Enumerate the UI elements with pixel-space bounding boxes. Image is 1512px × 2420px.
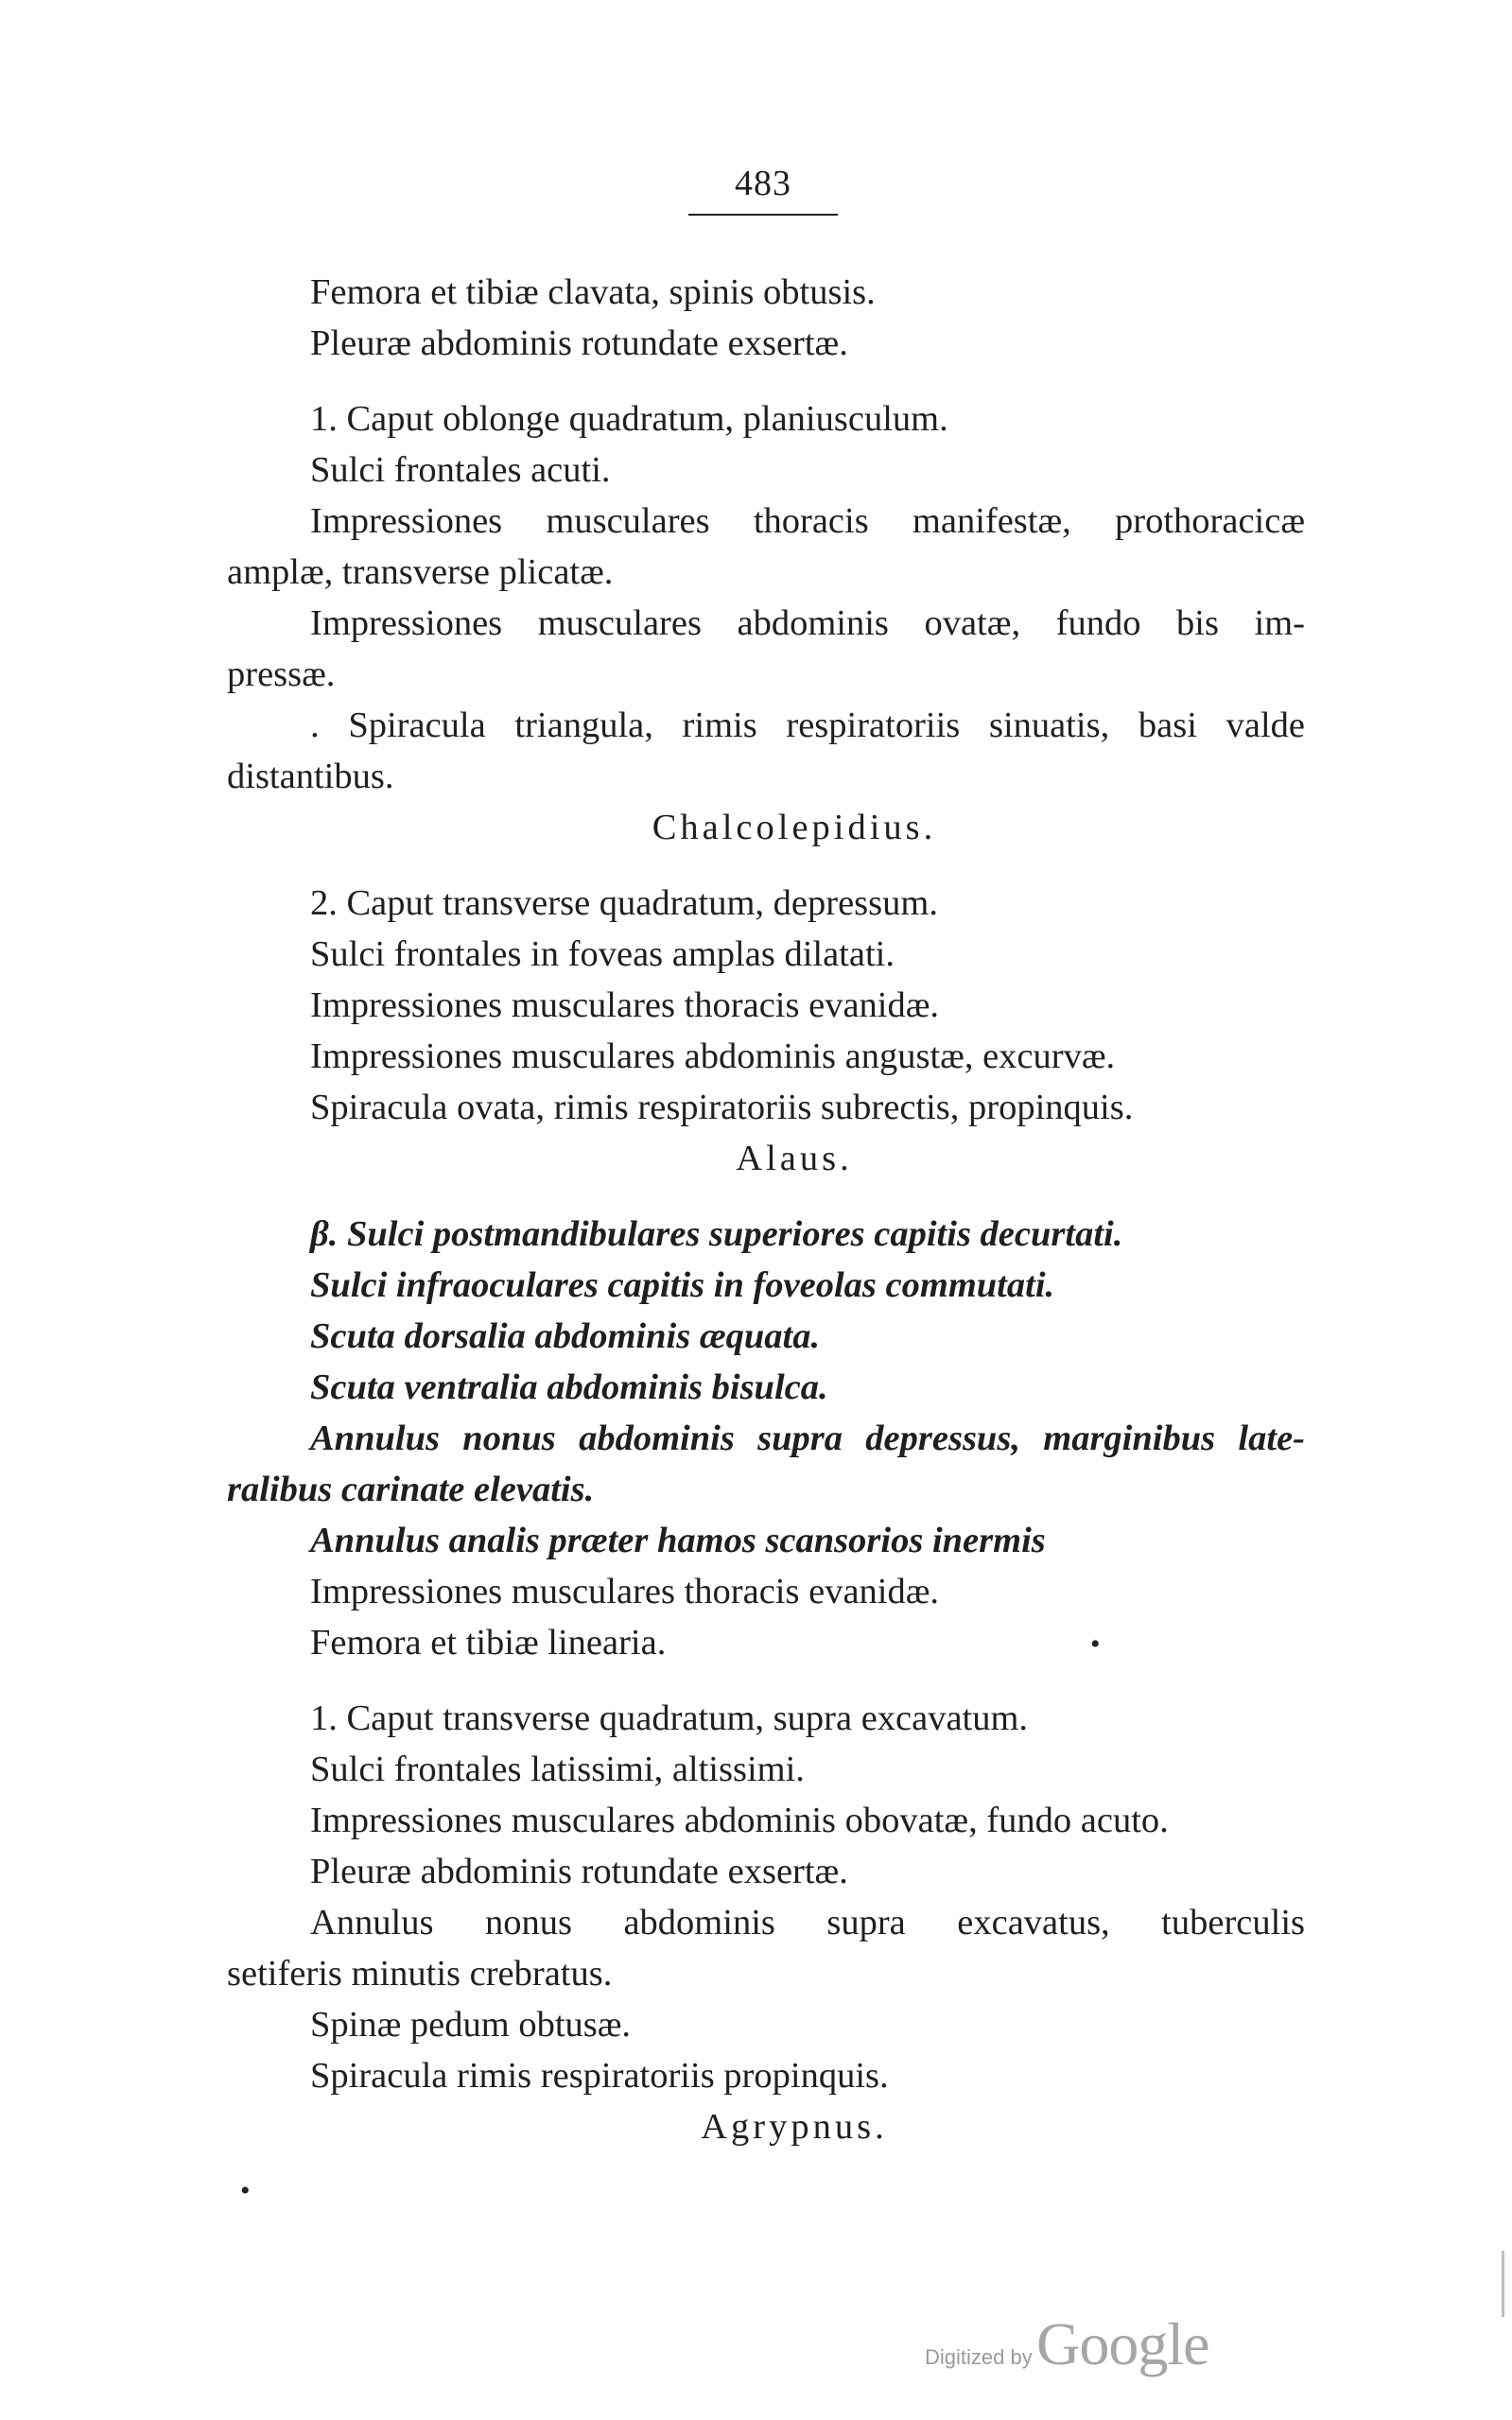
stray-dot-mark: • xyxy=(1090,1628,1101,1660)
text-line: Spiracula ovata, rimis respiratoriis subrectis, propinquis. xyxy=(310,1088,1134,1127)
text-line: setiferis minutis crebratus. xyxy=(227,1954,613,1993)
text-line: Impressiones musculares thoracis evanidæ. xyxy=(310,1572,940,1611)
text-line: Impressiones musculares abdominis ovatæ, fundo bis im- xyxy=(310,603,1305,643)
text-line: pressæ. xyxy=(227,654,336,694)
text-line: Impressiones musculares thoracis evanidæ. xyxy=(310,985,940,1025)
text-line: Impressiones musculares thoracis manifestæ, prothoracicæ xyxy=(310,501,1305,541)
scan-edge-mark xyxy=(1502,2251,1504,2317)
italic-line: Scuta ventralia abdominis bisulca. xyxy=(310,1367,828,1407)
text-line: 1. Caput transverse quadratum, supra excavatum. xyxy=(310,1698,1029,1738)
text-line: Sulci frontales latissimi, altissimi. xyxy=(310,1750,805,1789)
italic-line: ralibus carinate elevatis. xyxy=(227,1470,595,1509)
text-line: Spiracula rimis respiratoriis propinquis. xyxy=(310,2056,889,2096)
text-line: Pleuræ abdominis rotundate exsertæ. xyxy=(310,1852,848,1891)
text-line: Impressiones musculares abdominis obovatæ, fundo acuto. xyxy=(310,1801,1169,1840)
genus-name: Chalcolepidius. xyxy=(652,808,937,847)
text-line: Pleuræ abdominis rotundate exsertæ. xyxy=(310,323,848,363)
italic-line: Sulci infraoculares capitis in foveolas commutati. xyxy=(310,1265,1055,1305)
text-line: Sulci frontales in foveas amplas dilatati. xyxy=(310,934,895,974)
text-line: 1. Caput oblonge quadratum, planiusculum. xyxy=(310,399,948,439)
watermark-prefix: Digitized by xyxy=(925,2345,1033,2369)
italic-line: β. Sulci postmandibulares superiores capitis decurtati. xyxy=(310,1214,1123,1254)
text-line: distantibus. xyxy=(227,757,394,796)
page-number: 483 xyxy=(735,164,791,203)
text-line: Sulci frontales acuti. xyxy=(310,450,611,490)
text-line: 2. Caput transverse quadratum, depressum. xyxy=(310,883,938,923)
italic-line: Annulus analis præter hamos scansorios inermis xyxy=(310,1521,1046,1560)
text-line: Spinæ pedum obtusæ. xyxy=(310,2005,632,2045)
italic-line: Annulus nonus abdominis supra depressus, marginibus late- xyxy=(310,1419,1305,1458)
text-line: Femora et tibiæ clavata, spinis obtusis. xyxy=(310,272,876,312)
paragraph-gap xyxy=(227,853,1305,878)
text-line: Annulus nonus abdominis supra excavatus, tuberculis xyxy=(310,1903,1305,1942)
italic-line: Scuta dorsalia abdominis æquata. xyxy=(310,1316,821,1356)
genus-name: Agrypnus. xyxy=(701,2107,888,2147)
paragraph-gap xyxy=(227,369,1305,393)
text-line: amplæ, transverse plicatæ. xyxy=(227,552,614,592)
paragraph-gap xyxy=(227,1184,1305,1209)
paragraph-gap xyxy=(227,1668,1305,1693)
digitized-watermark xyxy=(925,2309,1209,2379)
text-line: Impressiones musculares abdominis angustæ, excurvæ. xyxy=(310,1036,1116,1076)
genus-name: Alaus. xyxy=(736,1139,853,1178)
watermark-brand-logo: Google xyxy=(1036,2310,1209,2377)
page-body xyxy=(227,267,1305,2152)
stray-dot-mark: • xyxy=(240,2175,251,2206)
text-line: . Spiracula triangula, rimis respiratoriis sinuatis, basi valde xyxy=(310,705,1305,745)
page-number-rule xyxy=(688,214,838,216)
text-line: Femora et tibiæ linearia. xyxy=(310,1623,667,1663)
